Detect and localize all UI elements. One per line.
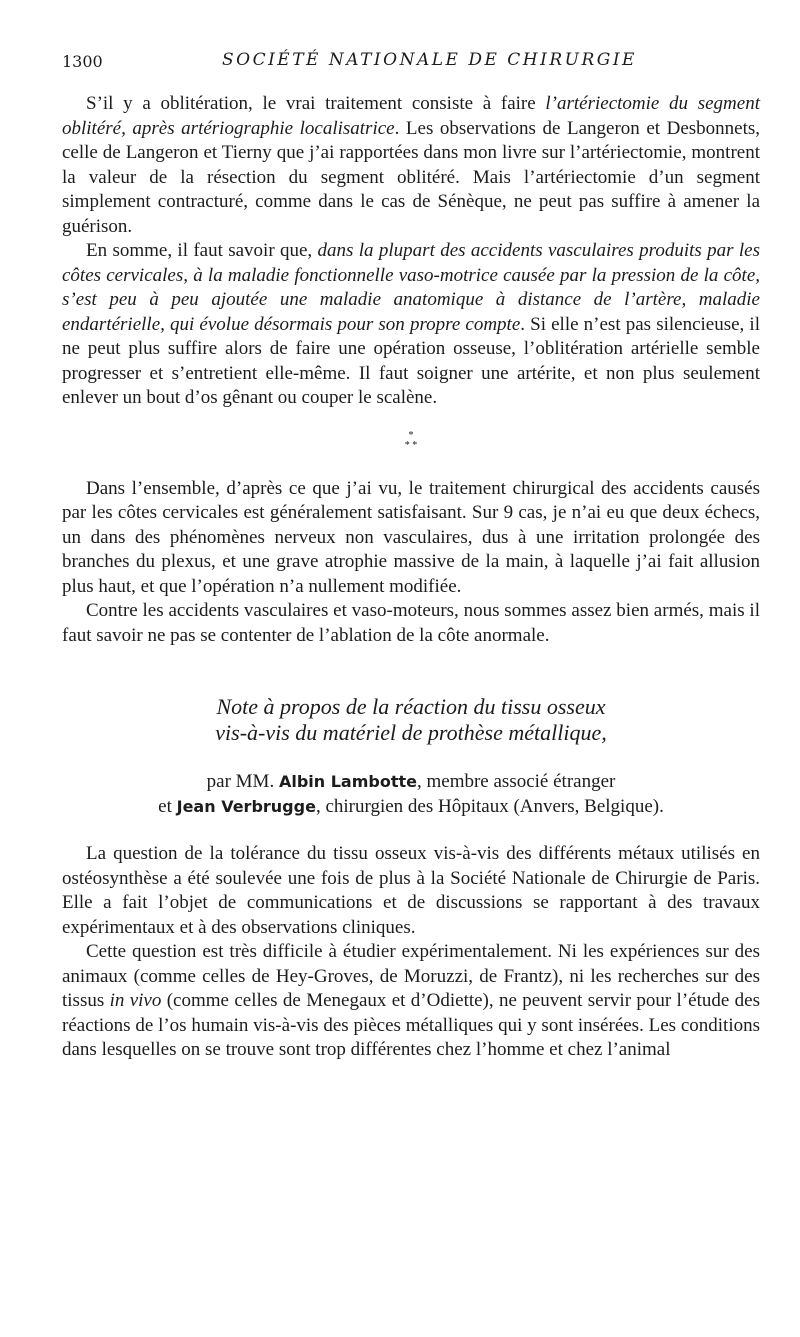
p6-text-a: Cette question est très difficile à étudier expérimentalement. Ni les expériences sur des animaux (comme celles de Hey-Groves, de Moruzzi, de Frantz), ni les recherches sur des tissus: [62, 941, 760, 1011]
byline-conjunction: et: [158, 795, 177, 817]
separator-star-bottom: * *: [404, 439, 418, 451]
paragraph-ensemble: Dans l’ensemble, d’après ce que j’ai vu, le traitement chirurgical des accidents causés par les côtes cervicales est généralement satisfaisant. Sur 9 cas, je n’ai eu que deux échecs, un dans des phénomènes nerveux non vasculaires, dus à une irritation prolongée des branches du plexus, et une grave atrophie massive de la main, à laquelle j’ai fait allusion plus haut, et que l’opération n’a nullement modifiée.: [62, 477, 760, 597]
page-number: 1300: [62, 52, 103, 71]
note-title-line-1: Note à propos de la réaction du tissu osseux: [216, 694, 606, 719]
p1-text-a: S’il y a oblitération, le vrai traitement consiste à faire: [86, 93, 546, 114]
byline-prefix: par MM.: [206, 771, 279, 792]
paragraph-arteriectomie: [62, 92, 760, 239]
author-verbrugge: Jean Verbrugge: [176, 796, 316, 816]
p1-emphasis: l’artériectomie du segment oblitéré, après artériographie localisatrice: [62, 93, 760, 139]
byline-affiliation-1: , membre associé étranger: [416, 771, 616, 792]
separator-star-top: *: [408, 429, 414, 441]
paragraph-en-somme: [62, 239, 760, 411]
p2-emphasis: dans la plupart des accidents vasculaires produits par les côtes cervicales, à la maladie fonctionnelle vaso-motrice causée par la pression de la côte, s’est peu à peu ajoutée une maladie anatomique à distance de l’artère, maladie endartérielle, qui évolue désormais pour son propre compte: [62, 240, 760, 335]
section-separator: [62, 431, 760, 451]
note-byline: [62, 770, 760, 819]
note-title: [62, 694, 760, 746]
p6-in-vivo: in vivo: [109, 990, 162, 1011]
p2-text-c: . Si elle n’est pas silencieuse, il ne peut plus suffire alors de faire une opération osseuse, l’oblitération artérielle semble progresser et s’entretient elle-même. Il faut soigner une artérite, et non plus seulement enlever un bout d’os gênant ou couper le scalène.: [62, 313, 760, 408]
byline-line-2: [62, 795, 760, 820]
byline-affiliation-2: , chirurgien des Hôpitaux (Anvers, Belgique).: [315, 795, 664, 817]
p6-text-c: (comme celles de Menegaux et d’Odiette), ne peuvent servir pour l’étude des réactions de l’os humain vis-à-vis des pièces métalliques qui y sont insérées. Les conditions dans lesquelles on se trouve sont trop différentes chez l’homme et chez l’animal: [62, 990, 760, 1060]
note-title-line-2: vis-à-vis du matériel de prothèse métallique,: [215, 720, 607, 745]
author-lambotte: Albin Lambotte: [278, 772, 417, 791]
paragraph-question: La question de la tolérance du tissu osseux vis-à-vis des différents métaux utilisés en ostéosynthèse a été soulevée une fois de plus à la Société Nationale de Chirurgie de Paris. Elle a fait l’objet de communications et de discussions se rapportant à des travaux expérimentaux et à des observations cliniques.: [62, 843, 760, 938]
running-title: SOCIÉTÉ NATIONALE DE CHIRURGIE: [222, 50, 637, 70]
paragraph-contre: Contre les accidents vasculaires et vaso-moteurs, nous sommes assez bien armés, mais il faut savoir ne pas se contenter de l’ablation de la côte anormale.: [62, 600, 760, 646]
page-header: [62, 48, 760, 76]
p2-text-a: En somme, il faut savoir que,: [86, 240, 318, 261]
p1-text-c: . Les observations de Langeron et Desbonnets, celle de Langeron et Tierny que j’ai rapportées dans mon livre sur l’artériectomie, montrent la valeur de la résection du segment oblitéré. Mais l’artériectomie d’un segment simplement contracturé, comme dans le cas de Sénèque, ne peut pas suffire à amener la guérison.: [62, 117, 761, 237]
byline-line-1: [62, 770, 760, 795]
paragraph-difficile: [62, 940, 760, 1063]
body-text: [62, 92, 760, 1063]
